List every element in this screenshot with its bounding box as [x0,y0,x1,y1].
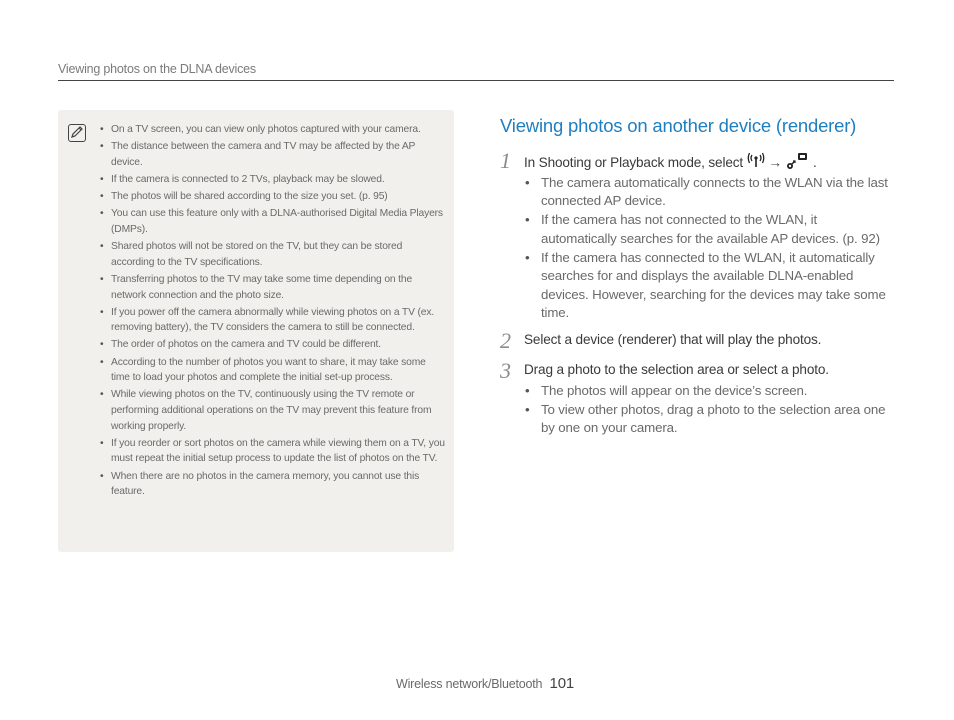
step-text: In Shooting or Playback mode, select [524,155,744,170]
step-bullet: • The camera automatically connects to the WLAN via the last connected AP device. [524,174,896,211]
section-title: Viewing photos on another device (renderer) [500,115,857,136]
step-bullet: • If the camera has not connected to the WLAN, it automatically searches for the available AP devices. (p. 92) [524,211,896,248]
step-bullet: • To view other photos, drag a photo to the selection area one by one on your camera. [524,401,896,438]
step-text: Drag a photo to the selection area or select a photo. [524,362,829,377]
step-bullets [524,174,896,323]
step-text: Select a device (renderer) that will play the photos. [524,332,822,347]
dlna-renderer-icon [785,152,809,173]
arrow: → [768,155,782,170]
page-number: 101 [549,675,574,692]
note-item: • According to the number of photos you want to share, it may take some time to load your photos and complete the initial set-up process. [100,355,445,386]
step-instruction [524,152,894,173]
note-item: • The photos will be shared according to the size you set. (p. 95) [100,189,445,205]
page-footer [396,675,574,692]
step-number: 1 [500,148,511,173]
note-item: • If the camera is connected to 2 TVs, playback may be slowed. [100,172,445,188]
step-end: . [813,155,817,170]
note-item: • The order of photos on the camera and TV could be different. [100,337,445,353]
note-pencil-icon [68,124,86,142]
note-item: • While viewing photos on the TV, continuously using the TV remote or performing additional operations on the TV may prevent this feature from working properly. [100,387,445,434]
note-item: • Shared photos will not be stored on the TV, but they can be stored according to the TV specifications. [100,239,445,270]
header-divider [58,80,894,81]
note-item: • Transferring photos to the TV may take some time depending on the network connection and the photo size. [100,272,445,303]
note-item: • If you reorder or sort photos on the camera while viewing them on a TV, you must repeat the initial setup process to update the list of photos on the TV. [100,436,445,467]
footer-label: Wireless network/Bluetooth [396,677,543,691]
step-number: 2 [500,328,511,353]
running-header: Viewing photos on the DLNA devices [58,62,256,76]
step-bullet: • The photos will appear on the device’s screen. [524,382,896,400]
note-item: • You can use this feature only with a DLNA-authorised Digital Media Players (DMPs). [100,206,445,237]
note-list [100,122,445,501]
note-item: • If you power off the camera abnormally while viewing photos on a TV (ex. removing battery), the TV considers the camera to still be connected. [100,305,445,336]
step-bullets [524,382,896,438]
note-item: • On a TV screen, you can view only photos captured with your camera. [100,122,445,138]
note-item: • The distance between the camera and TV may be affected by the AP device. [100,139,445,170]
step-bullet: • If the camera has connected to the WLAN, it automatically searches for and displays the available DLNA-enabled devices. However, searching for the devices may take some time. [524,249,896,323]
step-number: 3 [500,358,511,383]
note-item: • When there are no photos in the camera memory, you cannot use this feature. [100,469,445,500]
wireless-mode-icon [747,152,765,173]
